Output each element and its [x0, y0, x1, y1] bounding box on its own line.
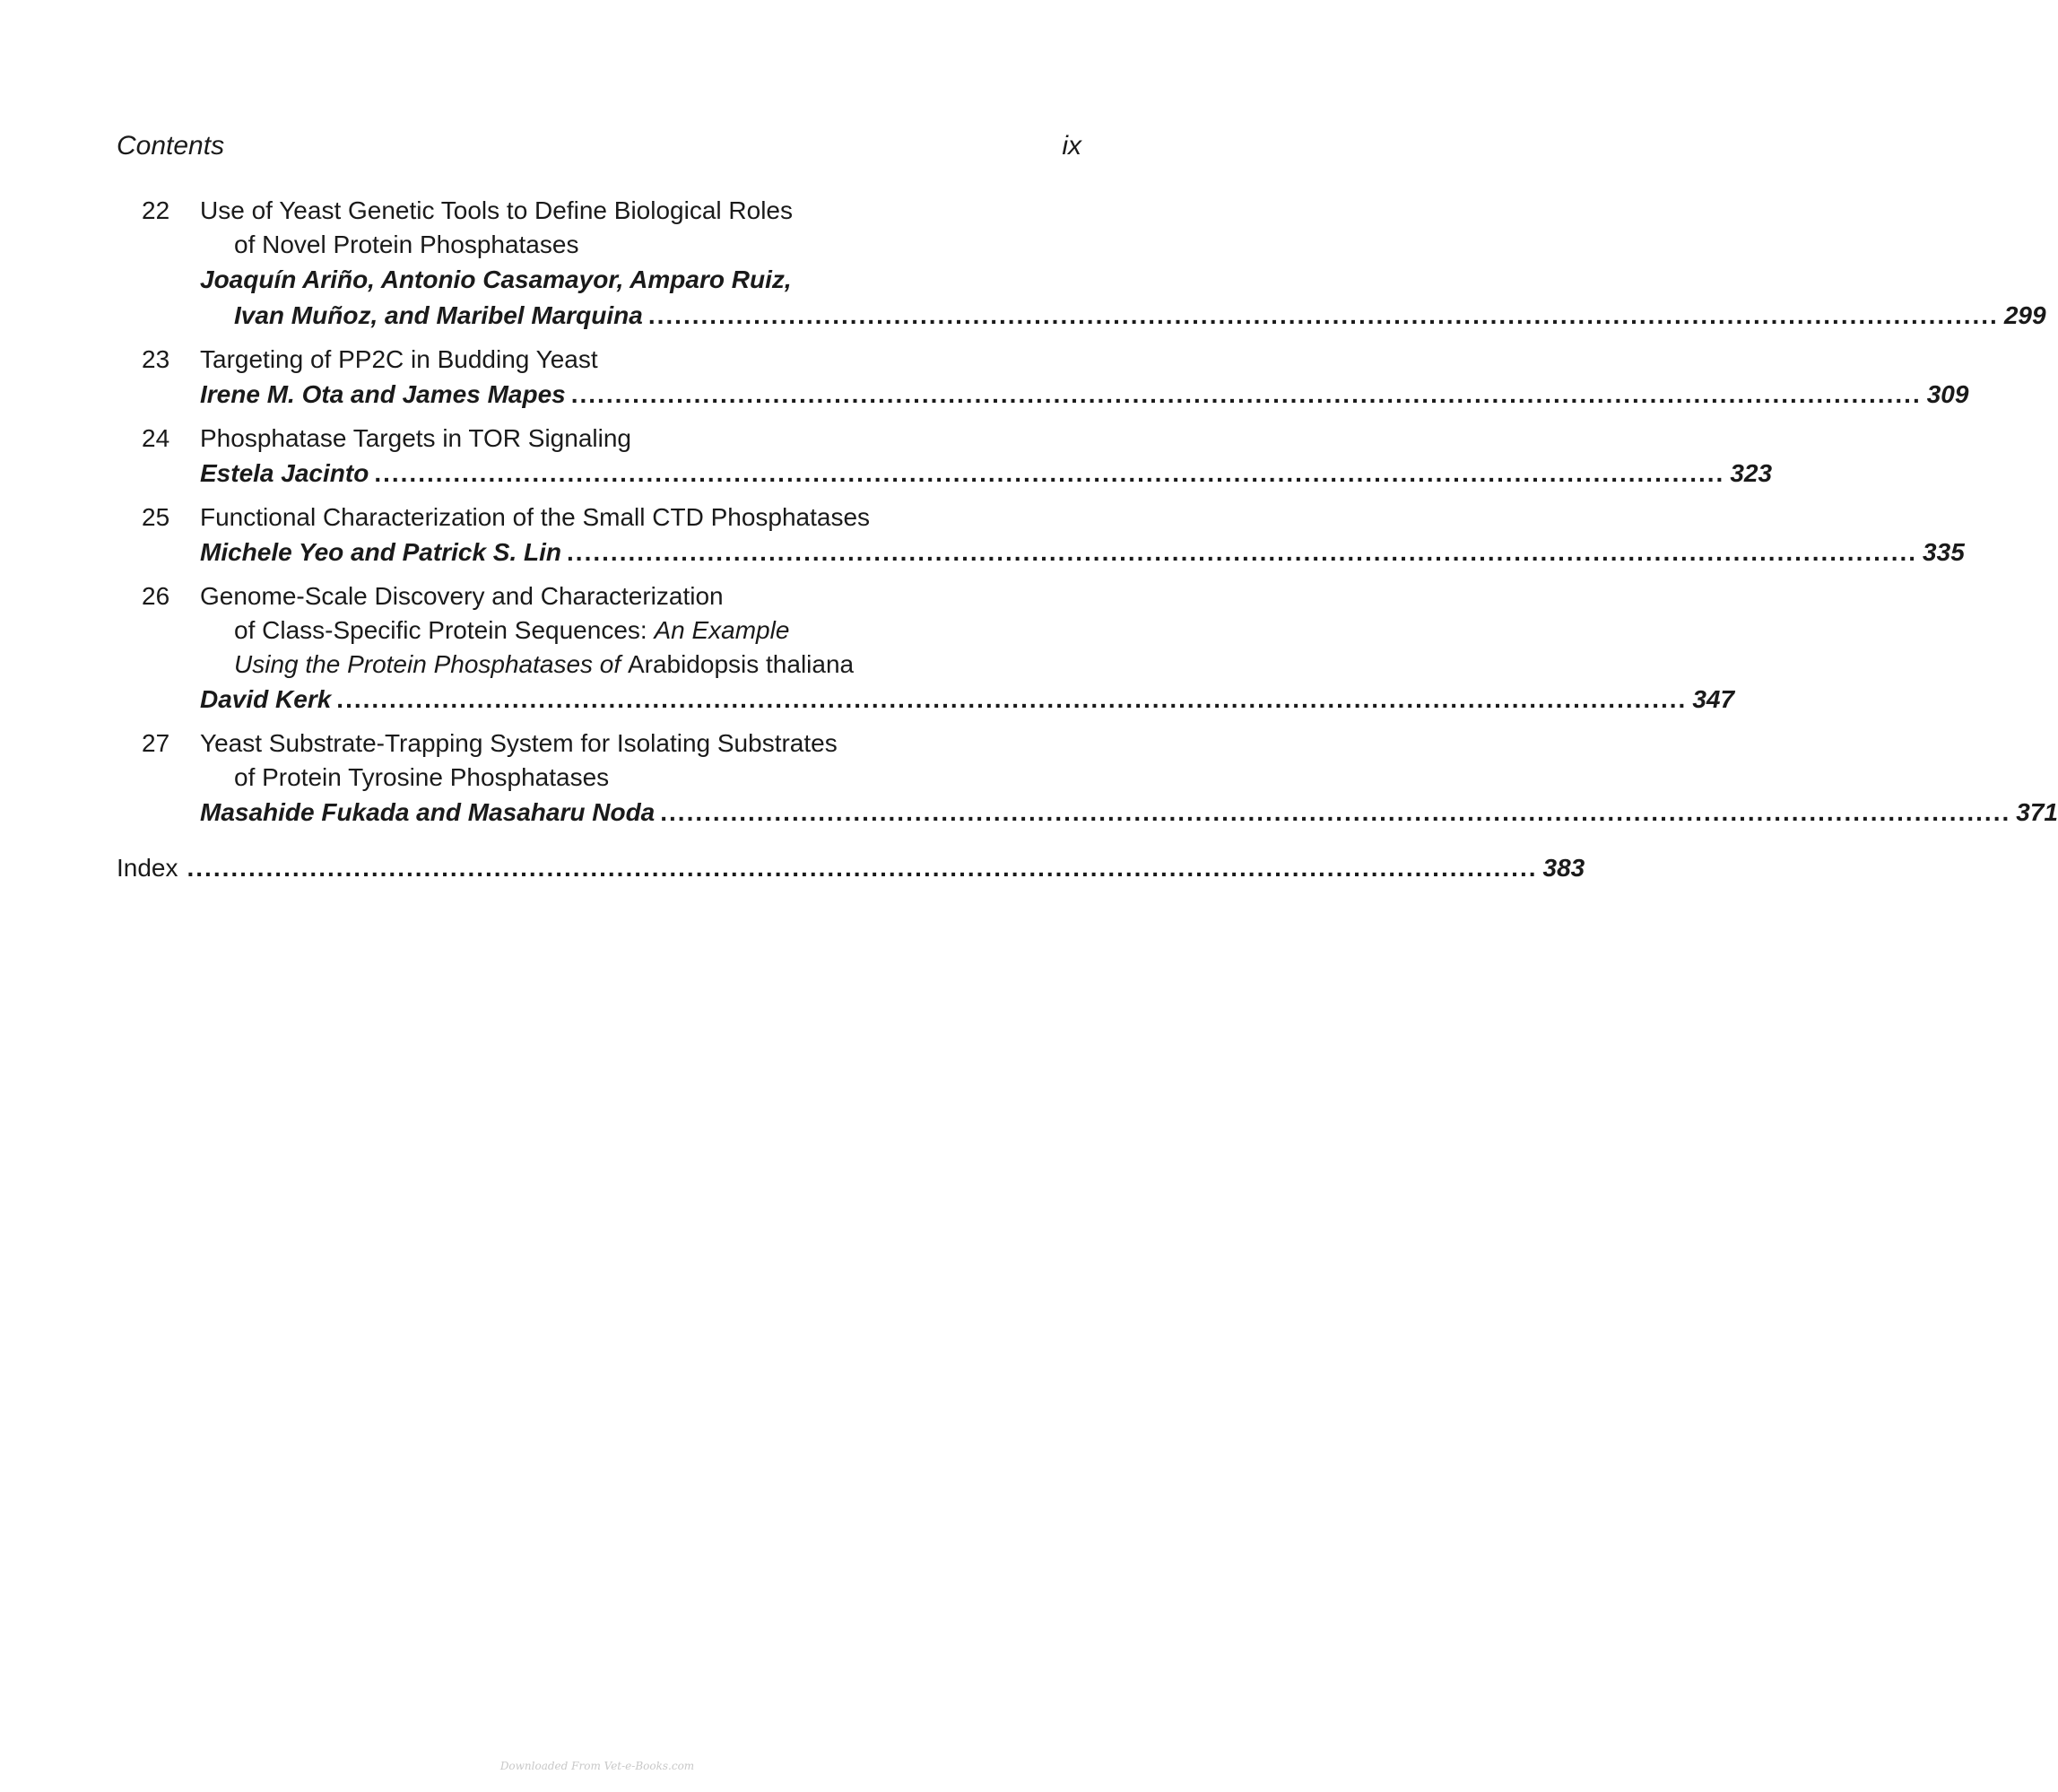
dot-leader: ..........................................................................................................................................................: [336, 685, 1688, 713]
running-head: [117, 128, 1081, 164]
dot-leader: ..........................................................................................................................................................: [660, 798, 2011, 826]
watermark: Downloaded From Vet-e-Books.com: [499, 1760, 695, 1772]
chapter-authors: Joaquín Ariño, Antonio Casamayor, Amparo Ruiz,: [200, 265, 792, 293]
index-label: Index: [117, 854, 178, 882]
chapter-title-line: [200, 648, 1081, 682]
chapter-title-line: [200, 613, 1081, 648]
running-head-title: Contents: [117, 131, 225, 161]
table-of-contents: [117, 194, 2058, 839]
chapter-authors-line: Estela Jacinto .......................................................................................................................................................... 323: [200, 456, 1081, 491]
index-page-number: 383: [1542, 854, 1585, 882]
toc-entry-22[interactable]: [117, 194, 2046, 334]
chapter-number: 23: [142, 345, 170, 373]
chapter-authors-line: David Kerk .......................................................................................................................................................... 347: [200, 682, 1081, 718]
chapter-authors-line: Ivan Muñoz, and Maribel Marquina .......................................................................................................................................................... 299: [200, 298, 1081, 334]
chapter-page-number: 309: [1926, 380, 1969, 408]
chapter-title-line: Phosphatase Targets in TOR Signaling: [200, 424, 631, 452]
chapter-page-number: 323: [1730, 459, 1773, 487]
dot-leader: ..........................................................................................................................................................: [647, 301, 1999, 329]
toc-entry-27[interactable]: [117, 726, 2058, 831]
toc-entry-26[interactable]: [117, 579, 1735, 718]
title-text-plain: Arabidopsis thaliana: [627, 650, 855, 678]
chapter-title-line: Functional Characterization of the Small CTD Phosphatases: [200, 503, 871, 531]
chapter-authors-line: Masahide Fukada and Masaharu Noda .......................................................................................................................................................... 371: [200, 795, 1081, 831]
chapter-title-line: Use of Yeast Genetic Tools to Define Biological Roles: [200, 196, 793, 224]
chapter-number: 27: [142, 729, 170, 757]
chapter-title-line: of Protein Tyrosine Phosphatases: [234, 763, 610, 791]
chapter-number: 22: [142, 196, 170, 224]
toc-entry-25[interactable]: [117, 500, 1965, 570]
chapter-title-line: Targeting of PP2C in Budding Yeast: [200, 345, 598, 373]
chapter-title-line: of Novel Protein Phosphatases: [234, 231, 579, 258]
chapter-title-line: Genome-Scale Discovery and Characterization: [200, 582, 724, 610]
toc-entry-index[interactable]: [117, 850, 1585, 886]
title-text-italic: An Example: [654, 616, 790, 644]
chapter-page-number: 371: [2016, 798, 2058, 826]
chapter-page-number: 347: [1692, 685, 1735, 713]
chapter-number: 25: [142, 503, 170, 531]
chapter-number: 24: [142, 424, 170, 452]
chapter-page-number: 335: [1923, 538, 1965, 566]
dot-leader: ..........................................................................................................................................................: [567, 538, 1918, 566]
chapter-authors-line: Irene M. Ota and James Mapes .......................................................................................................................................................... 309: [200, 377, 1081, 413]
running-head-page-number: ix: [1062, 131, 1081, 161]
dot-leader: ..........................................................................................................................................................: [570, 380, 1922, 408]
dot-leader: ..........................................................................................................................................................: [187, 854, 1538, 882]
title-text-plain: of Class-Specific Protein Sequences:: [234, 616, 655, 644]
chapter-page-number: 299: [2003, 301, 2046, 329]
title-text-italic: Using the Protein Phosphatases of: [234, 650, 628, 678]
chapter-number: 26: [142, 582, 170, 610]
toc-entry-23[interactable]: [117, 343, 1969, 413]
dot-leader: ..........................................................................................................................................................: [374, 459, 1725, 487]
toc-entry-24[interactable]: [117, 422, 1773, 491]
chapter-title-line: Yeast Substrate-Trapping System for Isolating Substrates: [200, 729, 838, 757]
chapter-authors-line: Michele Yeo and Patrick S. Lin .......................................................................................................................................................... 335: [200, 535, 1081, 570]
